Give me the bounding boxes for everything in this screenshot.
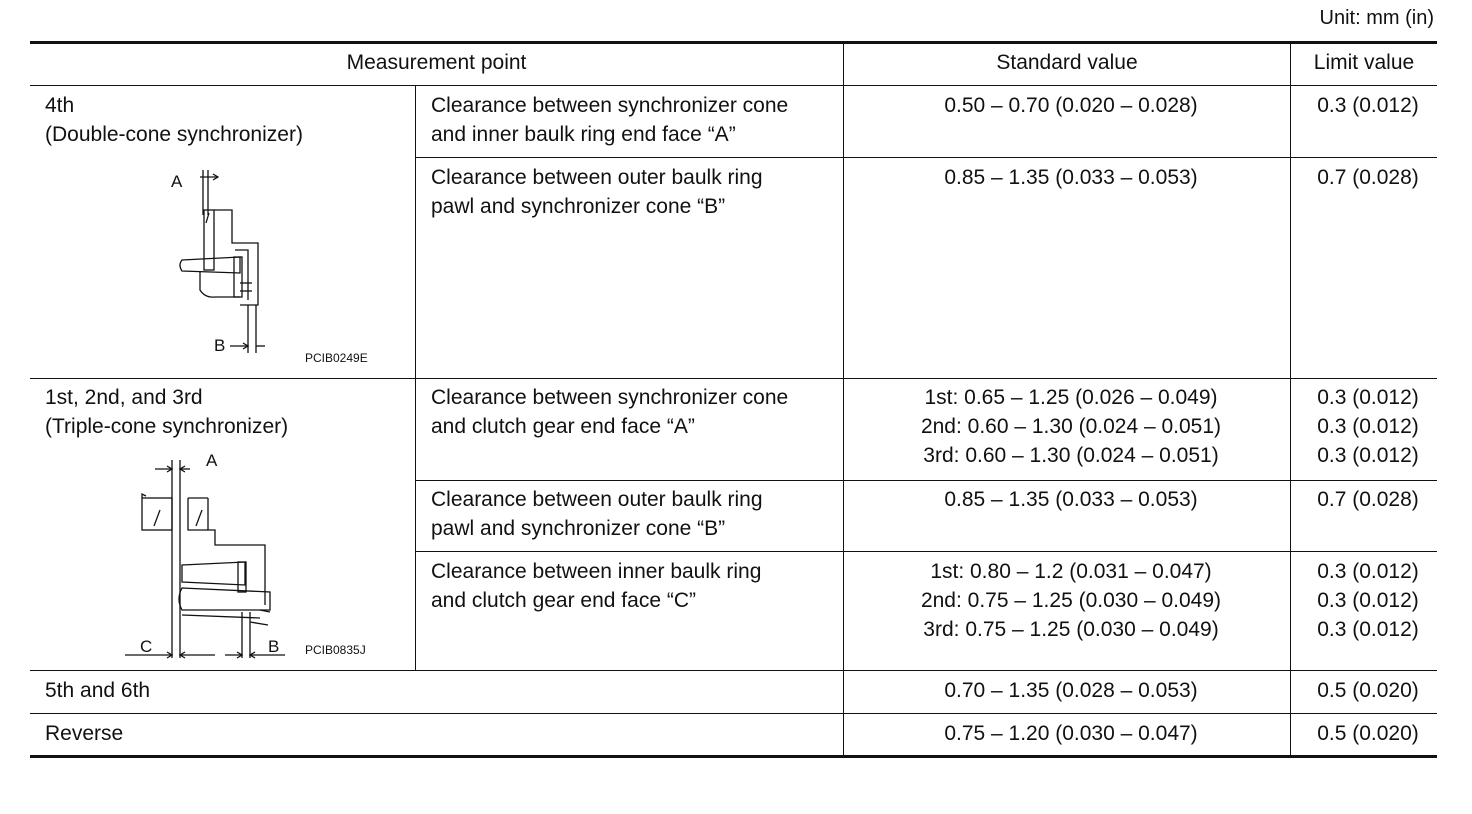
row-4th-sublabel: (Double-cone synchronizer) — [45, 123, 303, 146]
row-5th-6th-label: 5th and 6th — [45, 679, 151, 702]
limit-value-cell: 0.3 (0.012) — [1317, 444, 1419, 467]
row-4th-label: 4th — [45, 94, 75, 117]
clearance-a-desc: Clearance between synchronizer cone — [431, 386, 789, 409]
figure-letter-a: A — [206, 451, 218, 470]
standard-value-cell: 0.50 – 0.70 (0.020 – 0.028) — [944, 94, 1198, 117]
row-1st-3rd-label: 1st, 2nd, and 3rd — [45, 386, 203, 409]
limit-value-cell: 0.3 (0.012) — [1317, 386, 1419, 409]
header-measurement-point: Measurement point — [346, 51, 527, 74]
row-divider — [415, 551, 1437, 552]
limit-value-cell: 0.7 (0.028) — [1317, 488, 1419, 511]
row-divider — [415, 480, 1437, 481]
header-bottom-rule — [30, 85, 1437, 86]
standard-value-cell: 0.85 – 1.35 (0.033 – 0.053) — [944, 488, 1198, 511]
row-divider — [30, 670, 1437, 671]
limit-value-cell: 0.3 (0.012) — [1317, 618, 1419, 641]
standard-value-cell: 2nd: 0.75 – 1.25 (0.030 – 0.049) — [920, 589, 1222, 612]
standard-value-cell: 1st: 0.80 – 1.2 (0.031 – 0.047) — [930, 560, 1212, 583]
clearance-a-desc-2: and inner baulk ring end face “A” — [431, 123, 736, 146]
figure-letter-b: B — [214, 336, 226, 355]
clearance-b-desc: Clearance between outer baulk ring — [431, 166, 763, 189]
limit-value-cell: 0.7 (0.028) — [1317, 166, 1419, 189]
standard-value-cell: 3rd: 0.60 – 1.30 (0.024 – 0.051) — [923, 444, 1219, 467]
figure-code: PCIB0249E — [305, 351, 368, 365]
figure-letter-c: C — [140, 637, 153, 656]
clearance-c-desc-2: and clutch gear end face “C” — [431, 589, 696, 612]
standard-value-cell: 0.70 – 1.35 (0.028 – 0.053) — [944, 679, 1198, 702]
triple-cone-synchronizer-diagram — [120, 450, 390, 665]
header-standard-value: Standard value — [996, 51, 1138, 74]
unit-label: Unit: mm (in) — [1319, 7, 1434, 29]
table-top-rule — [30, 41, 1437, 44]
figure-letter-b: B — [268, 637, 280, 656]
figure-letter-a: A — [171, 172, 183, 191]
limit-value-cell: 0.3 (0.012) — [1317, 589, 1419, 612]
limit-value-cell: 0.5 (0.020) — [1317, 679, 1419, 702]
clearance-b-desc: Clearance between outer baulk ring — [431, 488, 763, 511]
limit-value-cell: 0.3 (0.012) — [1317, 415, 1419, 438]
limit-value-cell: 0.3 (0.012) — [1317, 94, 1419, 117]
clearance-a-desc-2: and clutch gear end face “A” — [431, 415, 695, 438]
row-divider — [30, 713, 1437, 714]
standard-value-cell: 0.85 – 1.35 (0.033 – 0.053) — [944, 166, 1198, 189]
double-cone-synchronizer-diagram — [160, 165, 390, 370]
row-divider — [415, 157, 1437, 158]
standard-value-cell: 0.75 – 1.20 (0.030 – 0.047) — [944, 722, 1198, 745]
column-divider — [415, 86, 416, 670]
limit-value-cell: 0.3 (0.012) — [1317, 560, 1419, 583]
header-limit-value: Limit value — [1313, 51, 1415, 74]
standard-value-cell: 1st: 0.65 – 1.25 (0.026 – 0.049) — [924, 386, 1218, 409]
row-reverse-label: Reverse — [45, 722, 124, 745]
figure-code: PCIB0835J — [305, 643, 366, 657]
clearance-b-desc-2: pawl and synchronizer cone “B” — [431, 195, 726, 218]
clearance-a-desc: Clearance between synchronizer cone — [431, 94, 789, 117]
clearance-c-desc: Clearance between inner baulk ring — [431, 560, 762, 583]
table-bottom-rule — [30, 755, 1437, 758]
clearance-b-desc-2: pawl and synchronizer cone “B” — [431, 517, 726, 540]
row-1st-3rd-sublabel: (Triple-cone synchronizer) — [45, 415, 289, 438]
row-divider — [30, 378, 1437, 379]
standard-value-cell: 2nd: 0.60 – 1.30 (0.024 – 0.051) — [920, 415, 1222, 438]
standard-value-cell: 3rd: 0.75 – 1.25 (0.030 – 0.049) — [923, 618, 1219, 641]
limit-value-cell: 0.5 (0.020) — [1317, 722, 1419, 745]
